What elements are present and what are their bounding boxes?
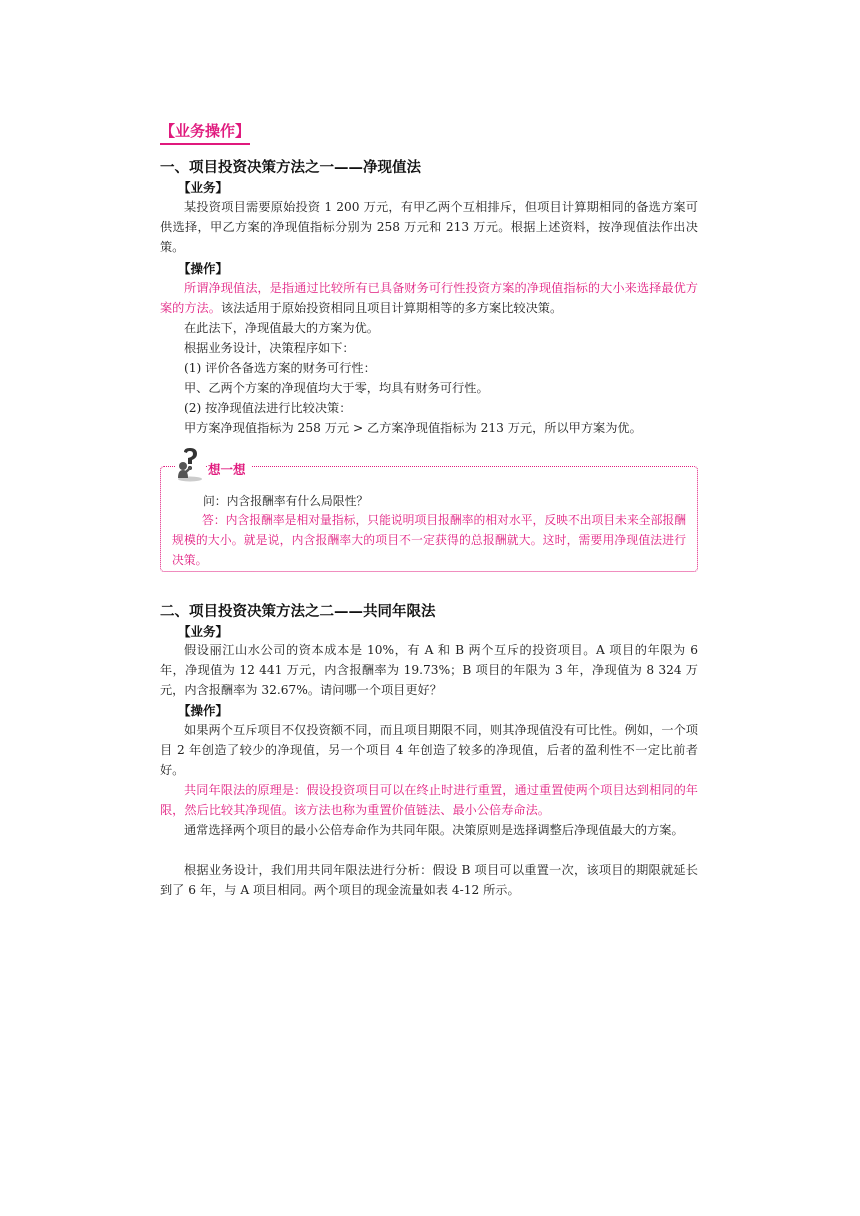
section-tag: 【业务操作】 <box>160 120 250 145</box>
section1-business-tag: 【业务】 <box>178 180 229 195</box>
think-question: 问：内含报酬率有什么局限性？ <box>203 494 369 508</box>
section1-line1: 在此法下，净现值最大的方案为优。 <box>184 321 379 335</box>
section2-heading: 二、项目投资决策方法之二——共同年限法 <box>160 604 436 620</box>
thinking-person-question-icon <box>175 448 205 482</box>
section2-business-tag: 【业务】 <box>178 624 229 639</box>
section1-definition <box>160 278 698 318</box>
section1-line2: 根据业务设计，决策程序如下： <box>184 341 355 355</box>
section2-para1: 如果两个互斥项目不仅投资额不同，而且项目期限不同，则其净现值没有可比性。例如，一个项目 2 年创造了较少的净现值，另一个项目 4 年创造了较多的净现值，后者的盈利性不一定比前者好。 <box>160 723 698 777</box>
think-title: 想一想 <box>208 460 252 478</box>
section1-heading: 一、项目投资决策方法之一——净现值法 <box>160 160 421 176</box>
section1-business-text: 某投资项目需要原始投资 1 200 万元，有甲乙两个互相排斥，但项目计算期相同的备选方案可供选择，甲乙方案的净现值指标分别为 258 万元和 213 万元。根据上述资料，按净现值法作出决策。 <box>160 200 698 254</box>
section1-line6: 甲方案净现值指标为 258 万元 > 乙方案净现值指标为 213 万元，所以甲方案为优。 <box>184 421 642 435</box>
section2-para2: 共同年限法的原理是：假设投资项目可以在终止时进行重置，通过重置使两个项目达到相同的年限，然后比较其净现值。该方法也称为重置价值链法、最小公倍寿命法。 <box>160 783 698 817</box>
section1-line4: 甲、乙两个方案的净现值均大于零，均具有财务可行性。 <box>184 381 489 395</box>
think-answer: 答：内含报酬率是相对量指标，只能说明项目报酬率的相对水平，反映不出项目未来全部报酬规模的大小。就是说，内含报酬率大的项目不一定获得的总报酬就大。这时，需要用净现值法进行决策。 <box>172 513 686 567</box>
section1-line5: (2) 按净现值法进行比较决策： <box>184 401 352 415</box>
definition-highlight: 所谓净现值法，是指通过比较所有已具备财务可行性投资方案的净现值指标的大小来选择最优方案的方法。 <box>160 281 698 315</box>
definition-rest: 该法适用于原始投资相同且项目计算期相等的多方案比较决策。 <box>220 301 563 315</box>
section2-operation-tag: 【操作】 <box>178 703 229 718</box>
section2-para4: 根据业务设计，我们用共同年限法进行分析：假设 B 项目可以重置一次，该项目的期限就延长到了 6 年，与 A 项目相同。两个项目的现金流量如表 4-12 所示。 <box>160 863 698 897</box>
section2-para3: 通常选择两个项目的最小公倍寿命作为共同年限。决策原则是选择调整后净现值最大的方案。 <box>184 823 684 837</box>
section2-business-text: 假设丽江山水公司的资本成本是 10%，有 A 和 B 两个互斥的投资项目。A 项目的年限为 6 年，净现值为 12 441 万元，内含报酬率为 19.73%；B 项目的年限为 3 年，净现值为 8 324 万元，内含报酬率为 32.67%。请问哪一个项目更好？ <box>160 643 698 697</box>
section1-operation-tag: 【操作】 <box>178 261 229 276</box>
section1-line3: (1) 评价各备选方案的财务可行性： <box>184 361 376 375</box>
